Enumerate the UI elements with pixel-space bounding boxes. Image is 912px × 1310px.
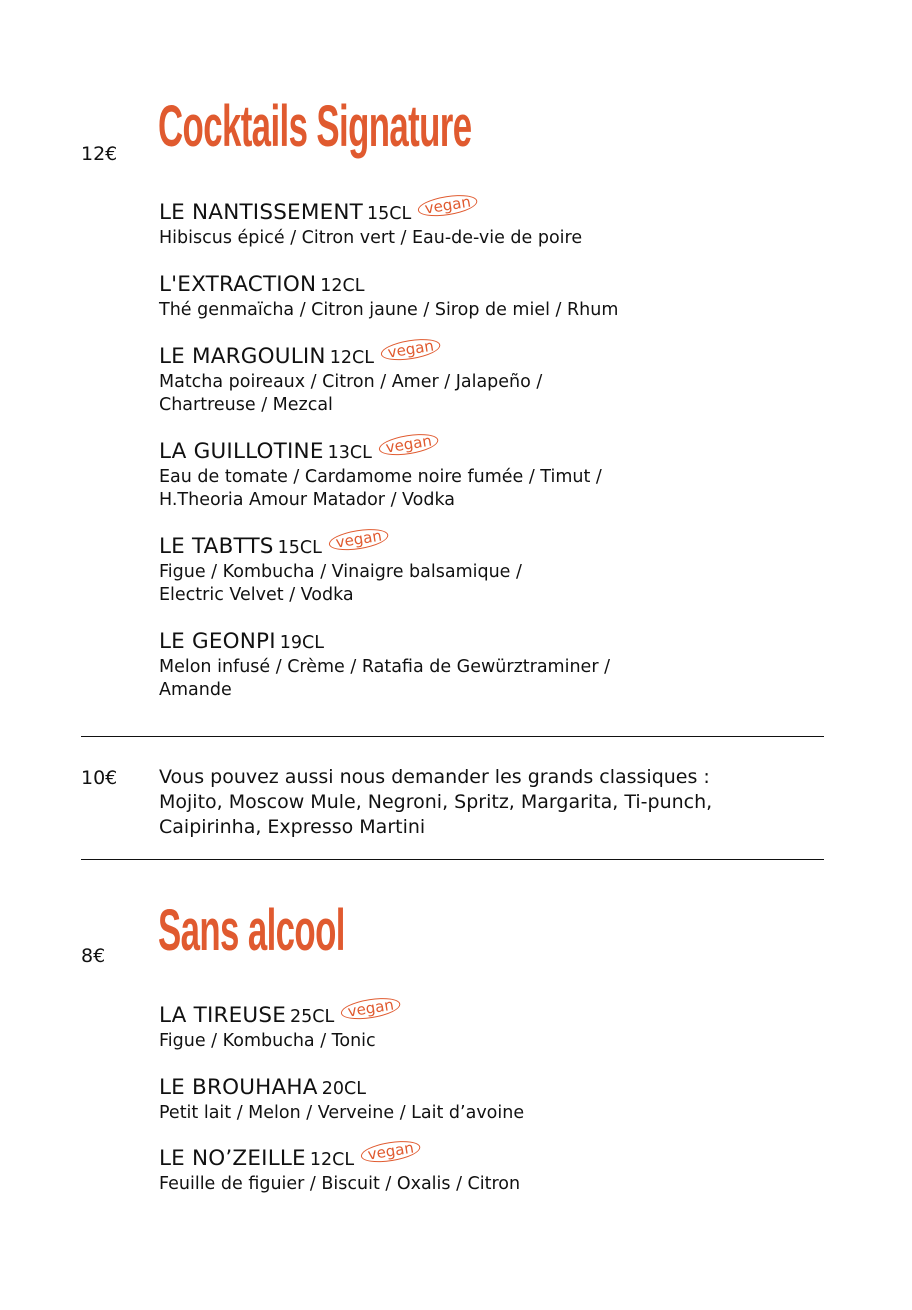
vegan-badge: vegan <box>417 192 480 220</box>
classics-line: Caipirinha, Expresso Martini <box>159 816 426 838</box>
item-name: LE MARGOULIN <box>159 344 326 369</box>
divider <box>81 859 824 860</box>
item-volume: 19CL <box>279 633 325 653</box>
menu-item <box>159 431 799 512</box>
item-description-line: Amande <box>159 680 232 700</box>
item-name: LE TABTTS <box>159 534 274 559</box>
item-name: LE GEONPI <box>159 629 276 654</box>
item-description-line: Matcha poireaux / Citron / Amer / Jalapeño / <box>159 372 543 392</box>
item-volume: 15CL <box>277 538 322 558</box>
menu-item <box>159 995 799 1053</box>
vegan-badge: vegan <box>340 995 403 1023</box>
item-description: Petit lait / Melon / Verveine / Lait d’avoine <box>159 1103 525 1123</box>
item-name: LE NO’ZEILLE <box>159 1146 306 1171</box>
item-name: LE NANTISSEMENT <box>159 200 363 225</box>
menu-item <box>159 192 799 250</box>
item-volume: 15CL <box>366 204 412 224</box>
menu-item <box>159 1138 799 1196</box>
item-volume: 12CL <box>309 1150 355 1170</box>
item-description: Hibiscus épicé / Citron vert / Eau-de-vie de poire <box>159 228 583 248</box>
item-description-line: Chartreuse / Mezcal <box>159 395 333 415</box>
menu-item <box>159 629 799 702</box>
item-name: L'EXTRACTION <box>159 272 317 297</box>
item-volume: 12CL <box>320 276 365 296</box>
item-description-line: Figue / Kombucha / Vinaigre balsamique / <box>159 562 522 582</box>
sans-alcool-price: 8€ <box>81 945 106 967</box>
classics-text <box>159 765 819 840</box>
item-description-line: Eau de tomate / Cardamome noire fumée / Timut / <box>159 467 602 487</box>
signature-title: Cocktails Signature <box>158 94 472 159</box>
item-description-line: Electric Velvet / Vodka <box>159 585 354 605</box>
item-volume: 12CL <box>329 348 374 368</box>
classics-line: Mojito, Moscow Mule, Negroni, Spritz, Margarita, Ti-punch, <box>159 791 713 813</box>
menu-item <box>159 336 799 417</box>
vegan-badge: vegan <box>379 336 442 364</box>
vegan-badge: vegan <box>360 1138 423 1166</box>
classics-price: 10€ <box>81 767 118 789</box>
item-name: LE BROUHAHA <box>159 1075 318 1100</box>
menu-item <box>159 272 799 322</box>
menu-item <box>159 526 799 607</box>
divider <box>81 736 824 737</box>
vegan-badge: vegan <box>377 431 440 459</box>
item-volume: 13CL <box>327 443 372 463</box>
menu-item <box>159 1075 799 1125</box>
item-description-line: Melon infusé / Crème / Ratafia de Gewürztraminer / <box>159 657 610 677</box>
item-volume: 25CL <box>289 1007 335 1027</box>
signature-price: 12€ <box>81 143 118 165</box>
item-description: Figue / Kombucha / Tonic <box>159 1031 376 1051</box>
item-volume: 20CL <box>321 1079 366 1099</box>
item-description: Feuille de figuier / Biscuit / Oxalis / Citron <box>159 1174 521 1194</box>
vegan-badge: vegan <box>327 526 390 554</box>
sans-alcool-title: Sans alcool <box>158 898 345 963</box>
item-description-line: H.Theoria Amour Matador / Vodka <box>159 490 456 510</box>
item-name: LA GUILLOTINE <box>159 439 324 464</box>
classics-line: Vous pouvez aussi nous demander les grands classiques : <box>159 766 710 788</box>
item-description: Thé genmaïcha / Citron jaune / Sirop de miel / Rhum <box>159 300 619 320</box>
item-name: LA TIREUSE <box>159 1003 286 1028</box>
